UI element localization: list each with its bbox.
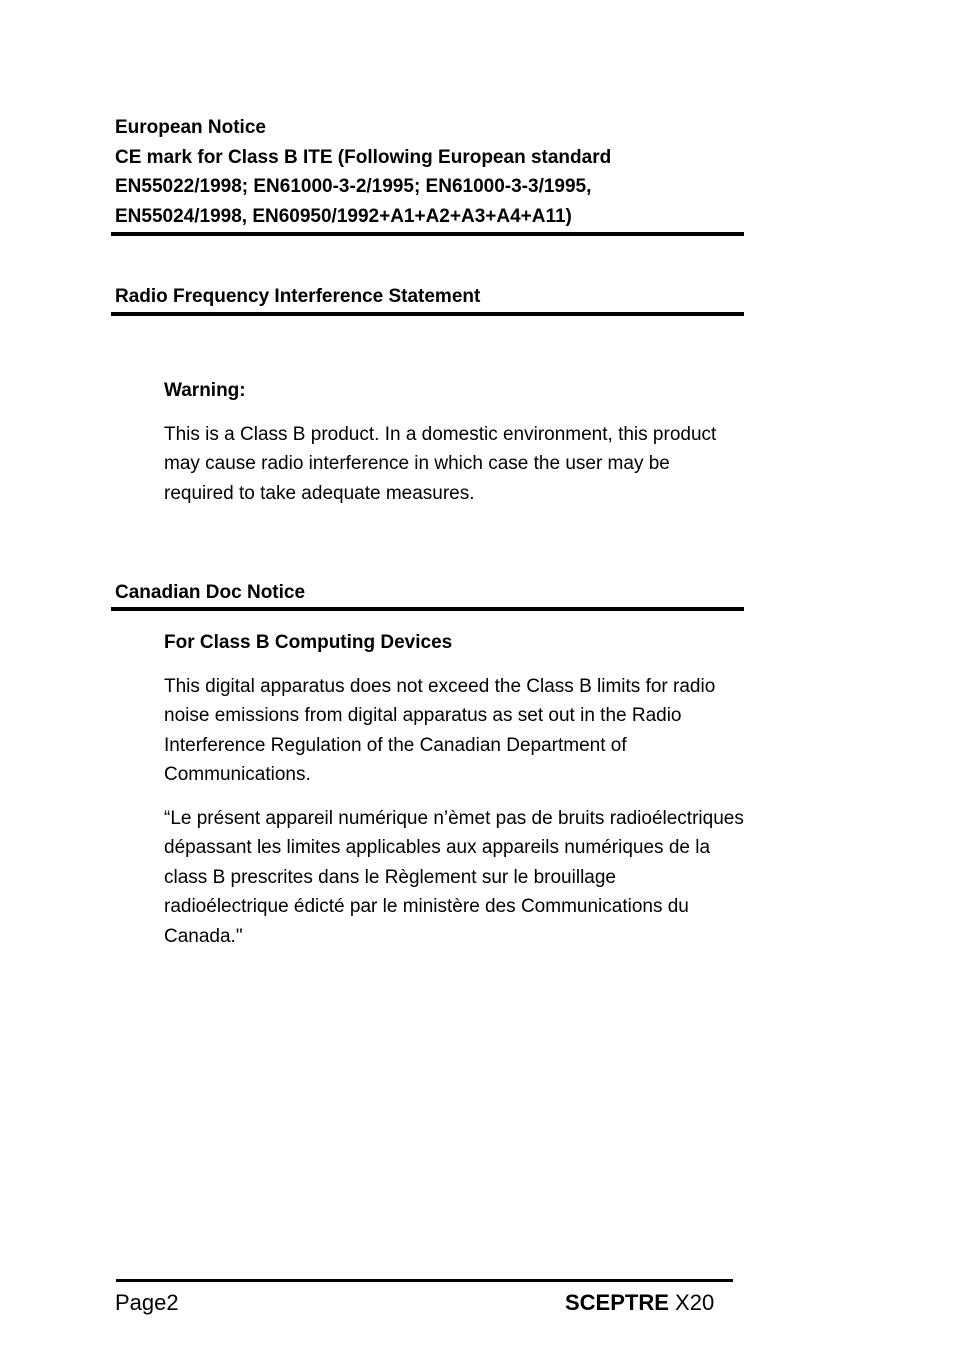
rfi-statement-header <box>115 282 755 312</box>
european-notice-line-2: EN55022/1998; EN61000-3-2/1995; EN61000-3-3/1995, <box>115 176 592 197</box>
canadian-notice-divider <box>111 607 744 611</box>
european-notice-title: European Notice <box>115 117 266 138</box>
footer-page-label: Page2 <box>115 1290 179 1315</box>
european-notice-line-1: CE mark for Class B ITE (Following European standard <box>115 146 612 168</box>
footer-product-name <box>565 1290 714 1316</box>
rfi-statement-title: Radio Frequency Interference Statement <box>115 286 481 307</box>
european-notice-line-3: EN55024/1998, EN60950/1992+A1+A2+A3+A4+A11) <box>115 205 572 227</box>
class-b-subheading: For Class B Computing Devices <box>164 632 453 653</box>
warning-label: Warning: <box>164 380 246 401</box>
canadian-french-text: “Le présent appareil numérique n’èmet pas de bruits radioélectriques dépassant les limites applicables aux appareils numériques de la class B prescrites dans le Règlement sur le brouillage radioélectrique édicté par le ministère des Communications du Canada." <box>164 807 744 947</box>
footer-brand: SCEPTRE <box>565 1290 669 1315</box>
european-notice-divider <box>111 232 744 236</box>
rfi-warning-block <box>164 376 744 508</box>
canadian-english-text: This digital apparatus does not exceed the Class B limits for radio noise emissions from digital apparatus as set out in the Radio Interference Regulation of the Canadian Department of Communications. <box>164 675 716 785</box>
warning-text: This is a Class B product. In a domestic environment, this product may cause radio interference in which case the user may be required to take adequate measures. <box>164 423 717 504</box>
canadian-notice-title: Canadian Doc Notice <box>115 582 306 603</box>
footer-model: X20 <box>675 1290 715 1315</box>
footer-divider <box>116 1279 733 1282</box>
european-notice-section <box>115 113 755 231</box>
rfi-statement-divider <box>111 312 744 316</box>
canadian-notice-body <box>164 628 744 951</box>
canadian-notice-header <box>115 578 755 608</box>
